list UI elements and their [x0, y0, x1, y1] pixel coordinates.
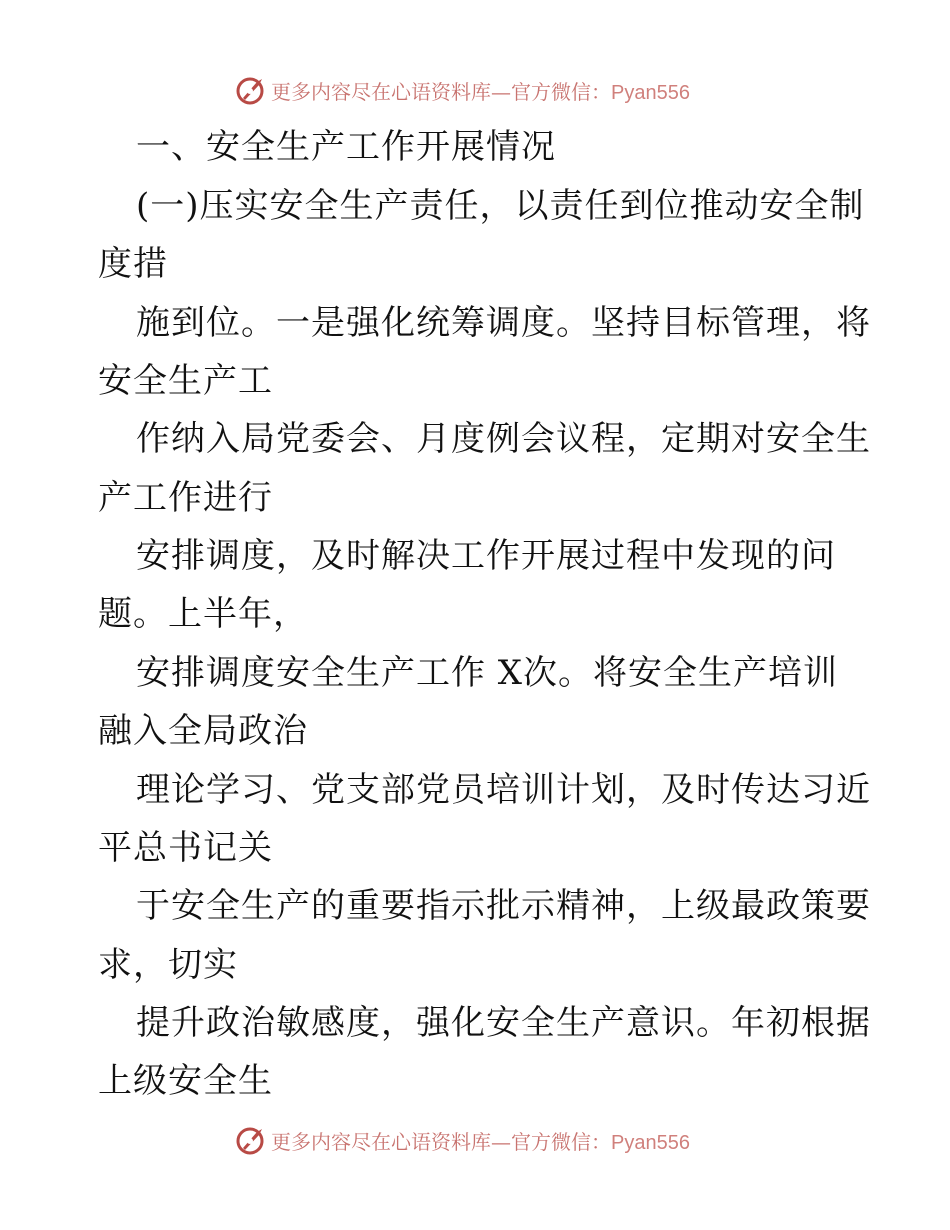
header-watermark — [235, 72, 755, 108]
text-line: (一)压实安全生产责任，以责任到位推动安全制 — [136, 186, 865, 226]
watermark-wechat-id: Pyan556 — [611, 81, 690, 104]
section-heading: 一、安全生产工作开展情况 — [136, 127, 556, 167]
pen-nib-seal-icon — [235, 1124, 267, 1156]
text-line: 于安全生产的重要指示批示精神，上级最政策要 — [136, 886, 871, 926]
text-line: 作纳入局党委会、月度例会议程，定期对安全生 — [136, 419, 871, 459]
text-line: 题。上半年， — [98, 594, 308, 634]
footer-watermark — [235, 1122, 755, 1158]
text-line: 提升政治敏感度，强化安全生产意识。年初根据 — [136, 1003, 871, 1043]
text-line: 安排调度安全生产工作 X次。将安全生产培训 — [136, 653, 839, 693]
text-line: 施到位。一是强化统筹调度。坚持目标管理，将 — [136, 303, 871, 343]
text-line: 求，切实 — [98, 945, 238, 985]
text-line: 平总书记关 — [98, 828, 273, 868]
text-line: 理论学习、党支部党员培训计划，及时传达习近 — [136, 770, 871, 810]
text-line: 融入全局政治 — [98, 711, 308, 751]
watermark-text: 更多内容尽在心语资料库—官方微信：Pyan556 — [271, 1129, 690, 1154]
pen-nib-seal-icon — [235, 74, 267, 106]
text-line: 上级安全生 — [98, 1061, 273, 1101]
watermark-text: 更多内容尽在心语资料库—官方微信：Pyan556 — [271, 79, 690, 104]
watermark-wechat-id: Pyan556 — [611, 1131, 690, 1154]
text-line: 安排调度，及时解决工作开展过程中发现的问 — [136, 536, 836, 576]
text-line: 产工作进行 — [98, 478, 273, 518]
text-line: 度措 — [98, 244, 168, 284]
text-line: 安全生产工 — [98, 361, 273, 401]
